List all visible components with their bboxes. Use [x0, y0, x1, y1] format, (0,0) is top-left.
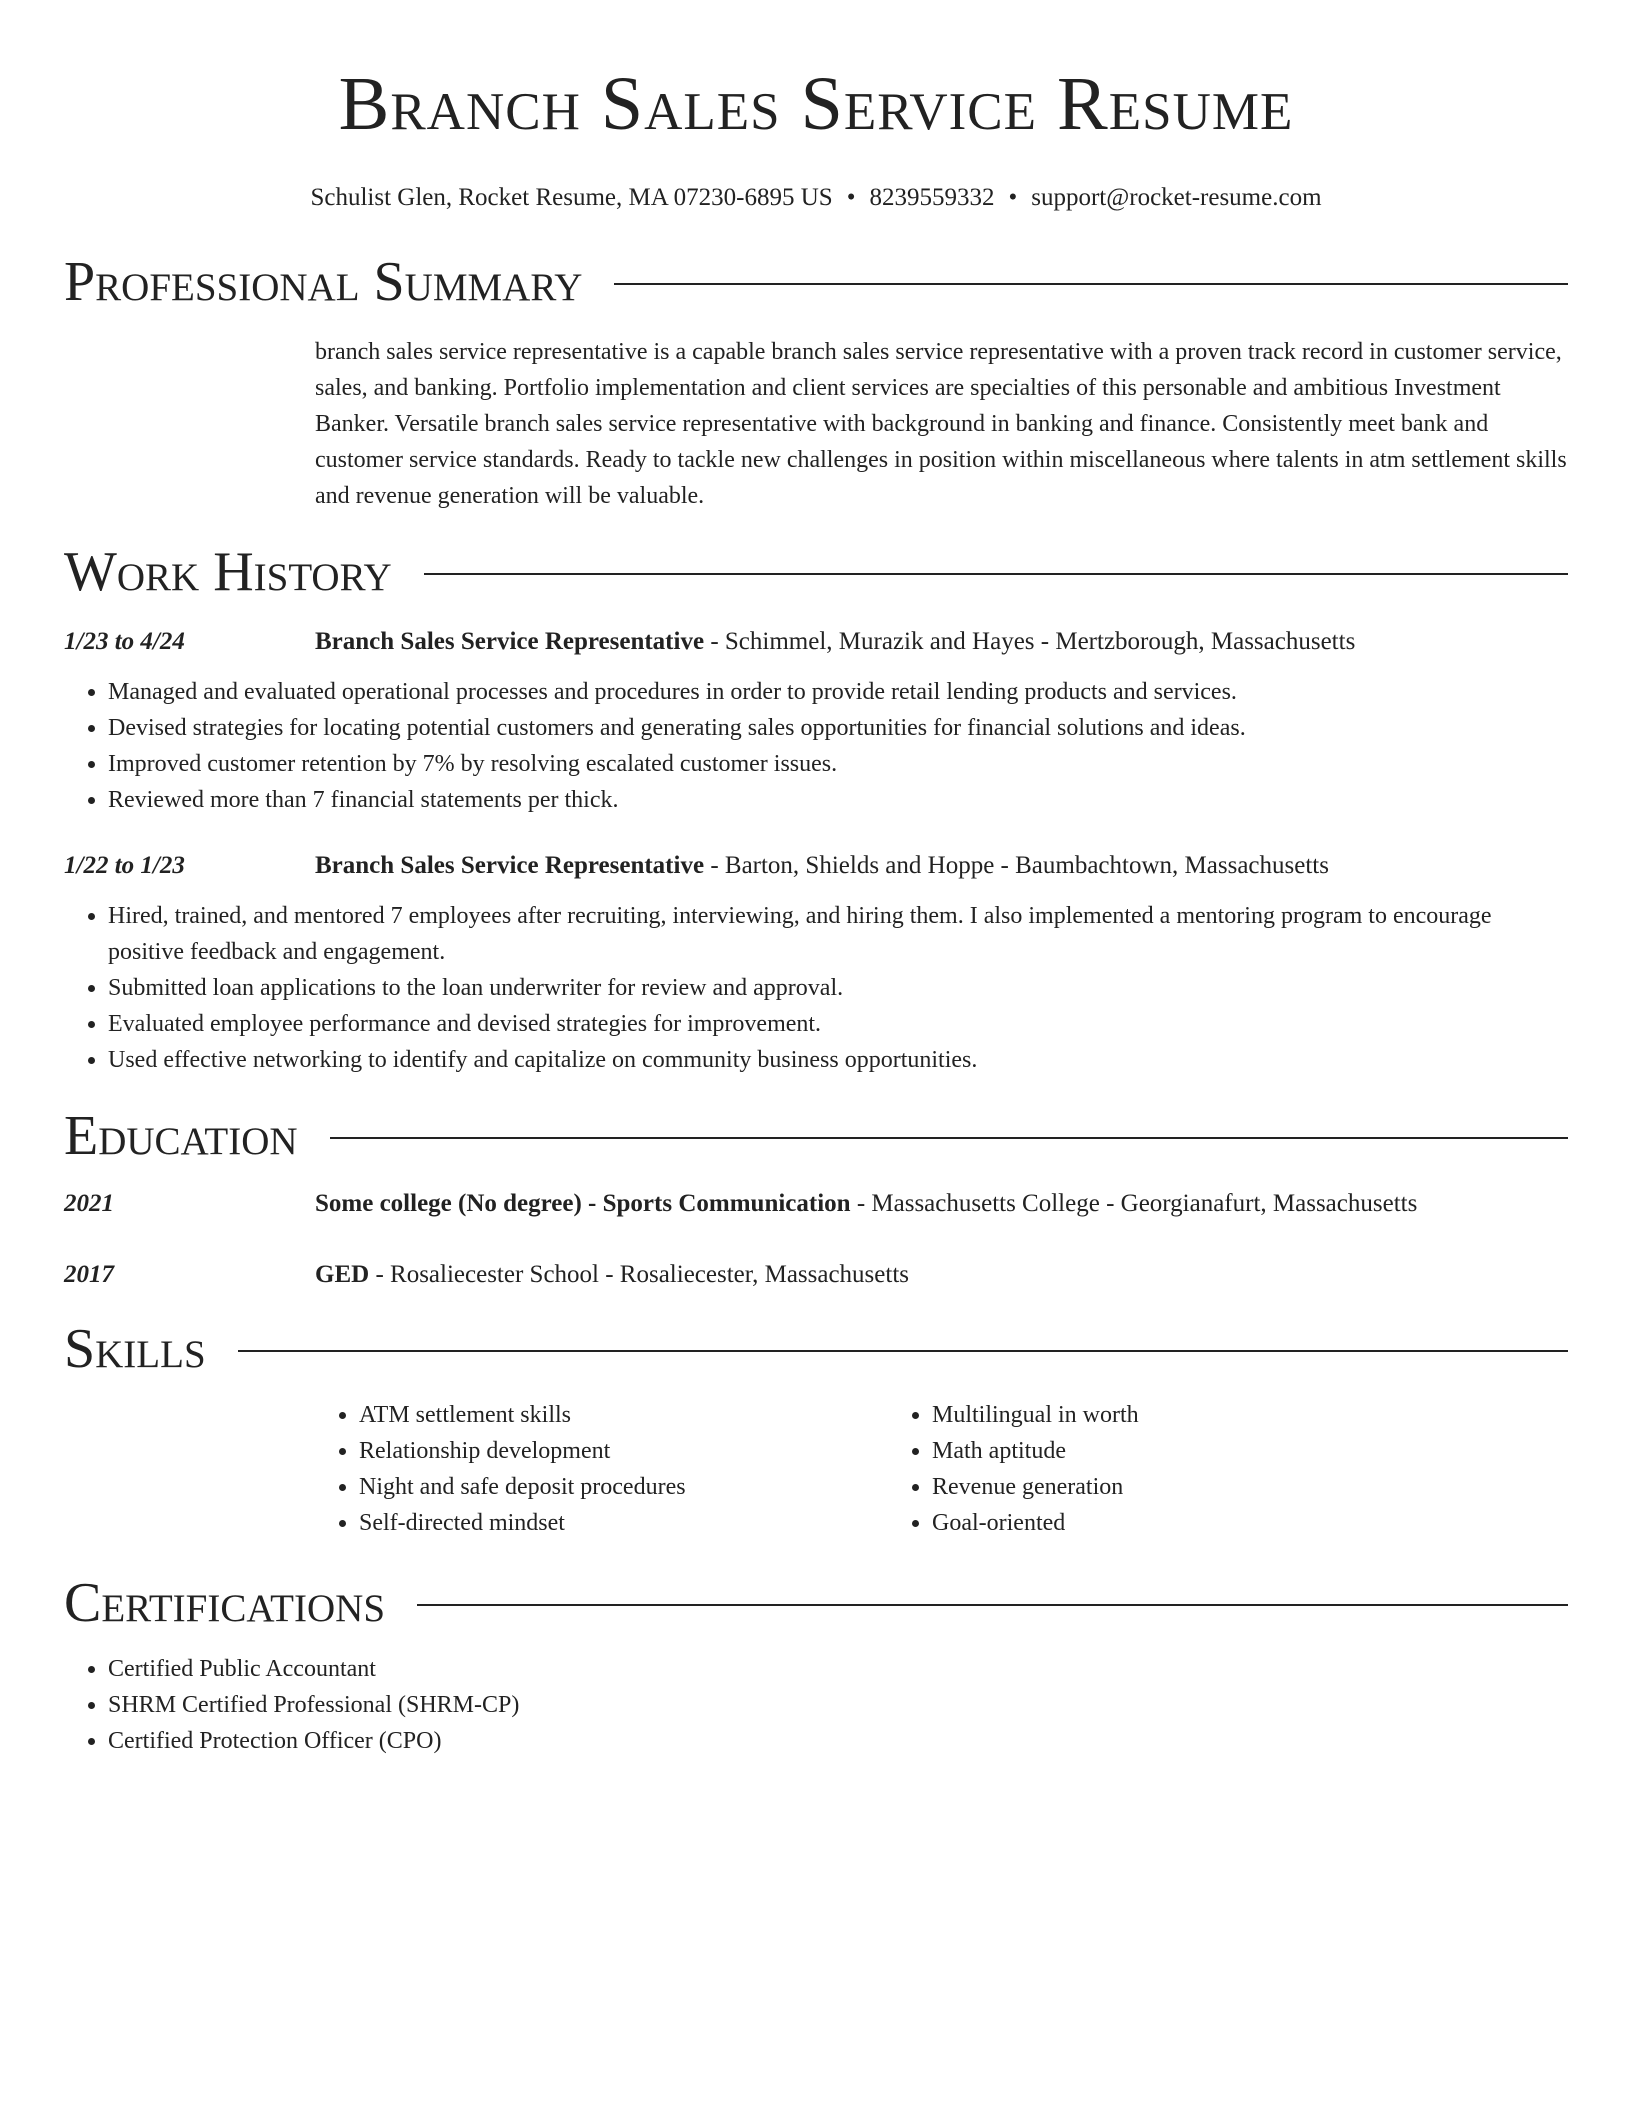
certifications-list — [64, 1651, 1568, 1759]
list-item: • Reviewed more than 7 financial statements per thick. — [108, 782, 1568, 818]
summary-divider — [614, 283, 1568, 285]
job-employer: - Barton, Shields and Hoppe - Baumbachtown, Massachusetts — [704, 852, 1329, 879]
summary-heading: Professional Summary — [64, 251, 583, 313]
contact-phone: 8239559332 — [869, 184, 995, 211]
education-description — [315, 1257, 1568, 1293]
job-entry — [64, 848, 1568, 1078]
list-item: • Night and safe deposit procedures — [359, 1469, 888, 1505]
list-item: • Hired, trained, and mentored 7 employees after recruiting, interviewing, and hiring them. I also implemented a mentoring program to encourage positive feedback and engagement. — [108, 898, 1568, 970]
education-school: - Massachusetts College - Georgianafurt, Massachusetts — [850, 1190, 1418, 1217]
list-item: • Self-directed mindset — [359, 1505, 888, 1541]
list-item: • Evaluated employee performance and devised strategies for improvement. — [108, 1006, 1568, 1042]
job-header — [64, 624, 1568, 660]
skills-list — [315, 1397, 1568, 1541]
list-item: • SHRM Certified Professional (SHRM-CP) — [108, 1687, 1568, 1723]
list-item: • Relationship development — [359, 1433, 888, 1469]
job-header — [64, 848, 1568, 884]
education-entry — [64, 1186, 1568, 1222]
summary-section-heading — [64, 250, 1568, 314]
job-description — [315, 624, 1568, 660]
list-item: • Improved customer retention by 7% by resolving escalated customer issues. — [108, 746, 1568, 782]
skills-section-heading — [64, 1317, 1568, 1381]
list-item: • Submitted loan applications to the loan underwriter for review and approval. — [108, 970, 1568, 1006]
education-school: - Rosaliecester School - Rosaliecester, Massachusetts — [369, 1261, 910, 1288]
skills-heading: Skills — [64, 1318, 206, 1380]
work-heading: Work History — [64, 541, 392, 603]
list-item: • Certified Public Accountant — [108, 1651, 1568, 1687]
contact-separator: • — [846, 184, 856, 211]
skills-divider — [238, 1350, 1568, 1352]
contact-email: support@rocket-resume.com — [1031, 184, 1322, 211]
contact-separator: • — [1008, 184, 1018, 211]
education-year: 2021 — [64, 1190, 114, 1217]
list-item: • Revenue generation — [932, 1469, 1461, 1505]
job-employer: - Schimmel, Murazik and Hayes - Mertzborough, Massachusetts — [704, 628, 1356, 655]
contact-address: Schulist Glen, Rocket Resume, MA 07230-6895 US — [310, 184, 833, 211]
list-item: • Goal-oriented — [932, 1505, 1461, 1541]
resume-title: Branch Sales Service Resume — [338, 62, 1294, 146]
list-item: • ATM settlement skills — [359, 1397, 888, 1433]
education-entry — [64, 1257, 1568, 1293]
job-entry — [64, 624, 1568, 818]
certifications-divider — [417, 1604, 1568, 1606]
job-dates: 1/22 to 1/23 — [64, 852, 185, 879]
certifications-section-heading — [64, 1571, 1568, 1635]
job-dates: 1/23 to 4/24 — [64, 628, 185, 655]
list-item: • Managed and evaluated operational processes and procedures in order to provide retail lending products and services. — [108, 674, 1568, 710]
job-title: Branch Sales Service Representative — [315, 628, 705, 655]
list-item: • Certified Protection Officer (CPO) — [108, 1723, 1568, 1759]
list-item: • Math aptitude — [932, 1433, 1461, 1469]
job-bullets — [64, 674, 1568, 818]
education-section-heading — [64, 1104, 1568, 1168]
job-description — [315, 848, 1568, 884]
job-title: Branch Sales Service Representative — [315, 852, 705, 879]
contact-line — [64, 182, 1568, 214]
certifications-heading: Certifications — [64, 1572, 386, 1634]
work-divider — [424, 573, 1568, 575]
list-item: • Used effective networking to identify and capitalize on community business opportunities. — [108, 1042, 1568, 1078]
education-degree: GED — [315, 1261, 370, 1288]
skills-column-left — [315, 1397, 888, 1541]
education-divider — [330, 1137, 1568, 1139]
education-degree: Some college (No degree) - Sports Communication — [315, 1190, 851, 1217]
education-heading: Education — [64, 1105, 298, 1167]
summary-text: branch sales service representative is a capable branch sales service representative with a proven track record in customer service, sales, and banking. Portfolio implementation and client services are specialties of this personable and ambitious Investment Banker. Versatile branch sales service representative with background in banking and finance. Consistently meet bank and customer service standards. Ready to tackle new challenges in position within miscellaneous where talents in atm settlement skills and revenue generation will be valuable. — [315, 339, 1567, 509]
list-item: • Devised strategies for locating potential customers and generating sales opportunities for financial solutions and ideas. — [108, 710, 1568, 746]
job-bullets — [64, 898, 1568, 1078]
work-section-heading — [64, 540, 1568, 604]
list-item: • Multilingual in worth — [932, 1397, 1461, 1433]
skills-column-right — [888, 1397, 1461, 1541]
education-description — [315, 1186, 1568, 1222]
education-year: 2017 — [64, 1261, 114, 1288]
